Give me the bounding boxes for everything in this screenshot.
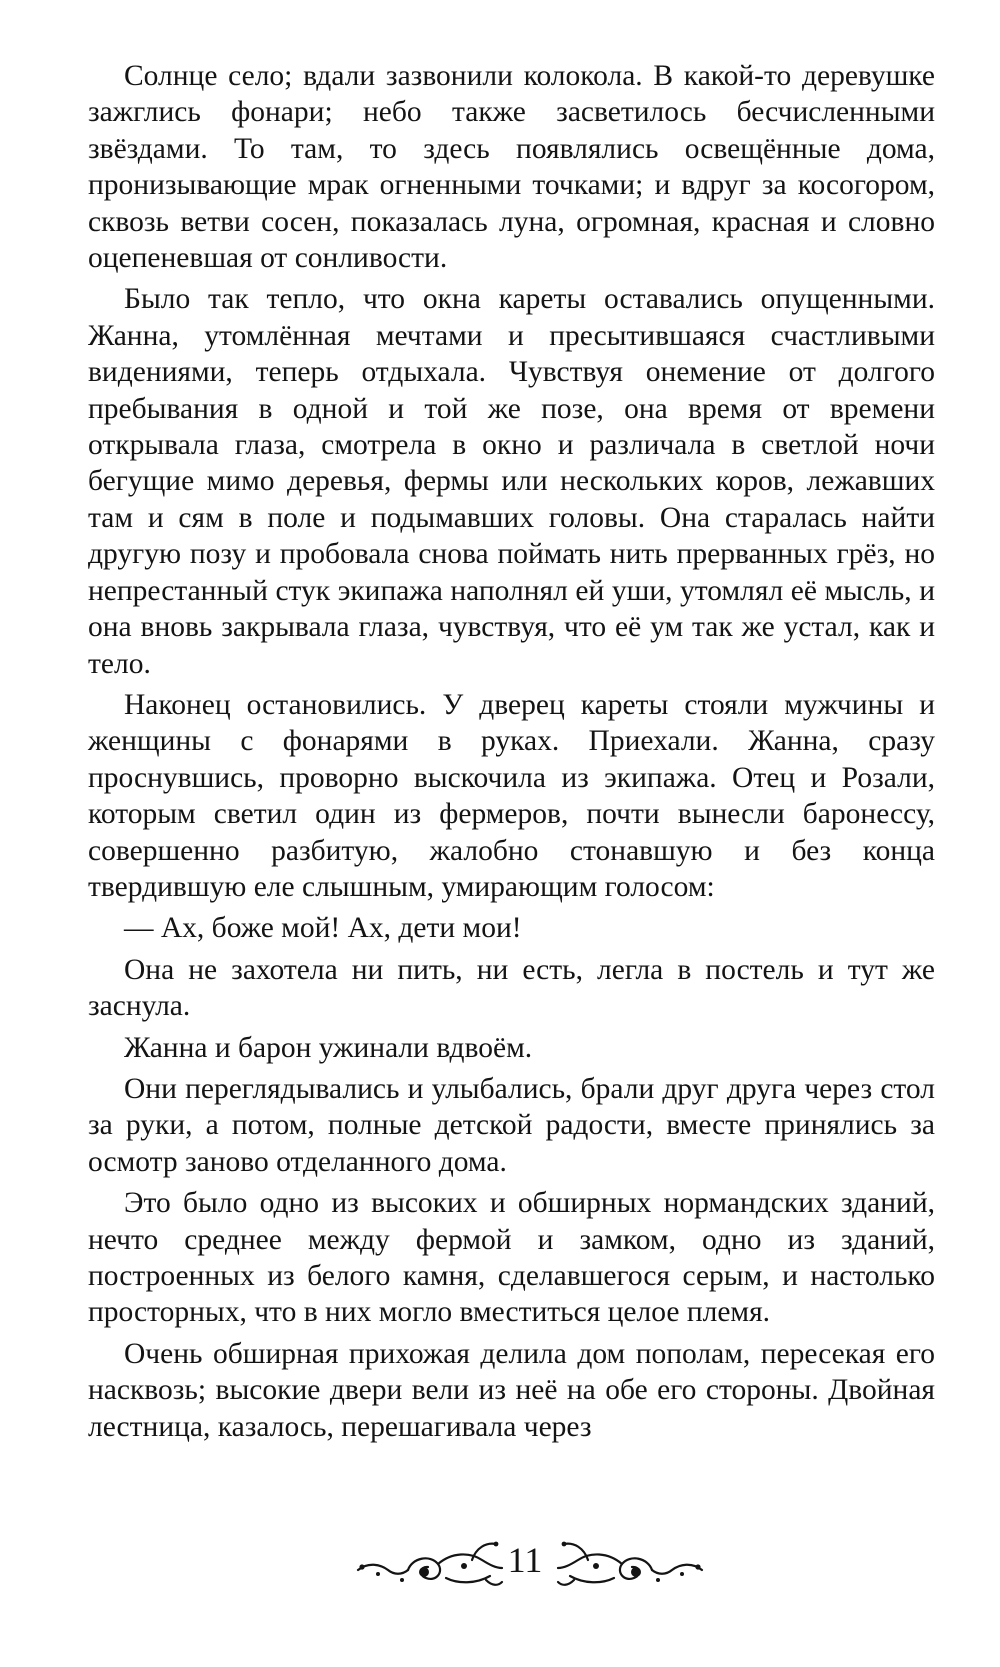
page-footer [0, 1534, 1000, 1594]
paragraph: Наконец остановились. У дверец кареты стояли мужчины и женщины с фонарями в руках. Приехали. Жанна, сразу проснувшись, проворно выскочила из экипажа. Отец и Розали, которым светил один из фермеров, почти вынесли баронессу, совершенно разбитую, жалобно стонавшую и без конца твердившую еле слышным, умирающим голосом: [88, 688, 935, 903]
paragraph: Это было одно из высоких и обширных нормандских зданий, нечто среднее между фермой и замком, одно из зданий, построенных из белого камня, сделавшегося серым, и настолько просторных, что в них могло вместиться целое племя. [88, 1187, 935, 1329]
scroll-ornament-icon [556, 1534, 706, 1594]
dialogue-line: — Ах, боже мой! Ах, дети мои! [124, 912, 522, 945]
scroll-ornament-icon [354, 1534, 504, 1594]
paragraph: Было так тепло, что окна кареты оставались опущенными. Жанна, утомлённая мечтами и пресытившаяся счастливыми видениями, теперь отдыхала. Чувствуя онемение от долгого пребывания в одной и той же позе, она время от времени открывала глаза, смотрела в окно и различала в светлой ночи бегущие мимо деревья, фермы или нескольких коров, лежавших там и сям в поле и подымавших головы. Она старалась найти другую позу и пробовала снова поймать нить прерванных грёз, но непрестанный стук экипажа наполнял ей уши, утомлял её мысль, и она вновь закрывала глаза, чувствуя, что её ум так же устал, как и тело. [88, 283, 935, 680]
paragraph: Они переглядывались и улыбались, брали друг друга через стол за руки, а потом, полные детской радости, вместе принялись за осмотр заново отделанного дома. [88, 1072, 935, 1178]
page-number: 11 [507, 1540, 543, 1580]
paragraph: Солнце село; вдали зазвонили колокола. В какой-то деревушке зажглись фонари; небо также засветилось бесчисленными звёздами. То там, то здесь появлялись освещённые дома, пронизывающие мрак огненными точками; и вдруг за косогором, сквозь ветви сосен, показалась луна, огромная, красная и словно оцепеневшая от сонливости. [88, 60, 935, 275]
paragraph: Жанна и барон ужинали вдвоём. [124, 1031, 533, 1064]
paragraph: Очень обширная прихожая делила дом пополам, пересекая его насквозь; высокие двери вели из неё на обе его стороны. Двойная лестница, казалось, перешагивала через [88, 1337, 935, 1443]
paragraph: Она не захотела ни пить, ни есть, легла в постель и тут же заснула. [88, 953, 935, 1023]
body-text [88, 58, 935, 1450]
